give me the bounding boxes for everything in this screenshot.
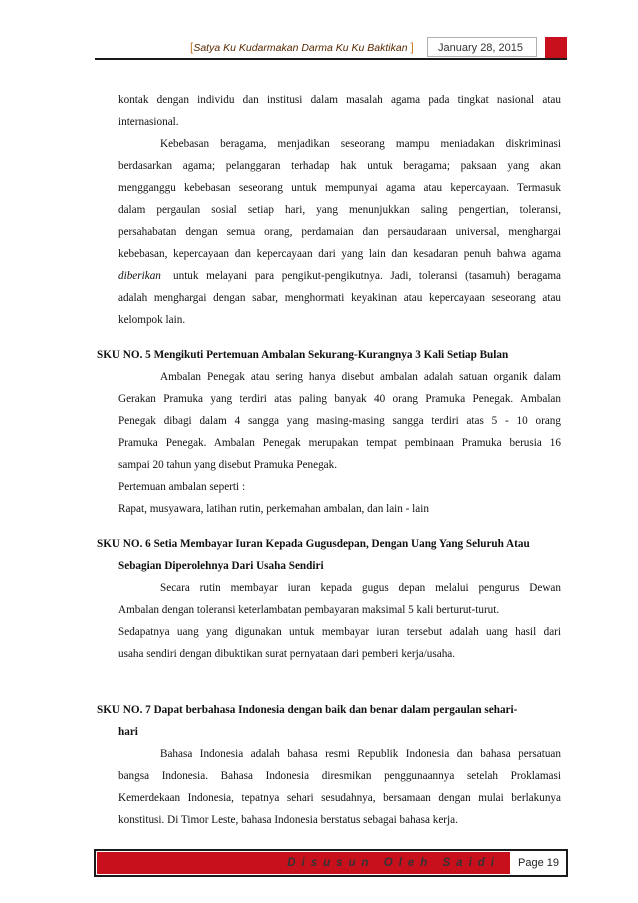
- text-line: Kebebasan beragama, menjadikan seseorang mampu meniadakan diskriminasi: [160, 138, 561, 150]
- section-heading-sku5: SKU NO. 5 Mengikuti Pertemuan Ambalan Sekurang-Kurangnya 3 Kali Setiap Bulan: [97, 349, 509, 361]
- page-number: Page 19: [518, 857, 559, 869]
- text-line: persahabatan dengan semua orang, perdamaian dan persaudaraan universal, menghargai: [118, 226, 561, 238]
- text-line: Gerakan Pramuka yang terdiri atas paling banyak 40 orang Pramuka Penegak. Ambalan: [118, 393, 561, 405]
- bracket-close: ]: [410, 40, 414, 54]
- text-line: Ambalan dengan toleransi keterlambatan pembayaran maksimal 5 kali berturut-turut.: [118, 604, 500, 616]
- text-line: internasional.: [118, 116, 179, 128]
- text-line: adalah menghargai dengan sabar, menghormati keyakinan atau kepercayaan seseorang atau: [118, 292, 561, 304]
- text-line: Kemerdekaan Indonesia, tepatnya sehari sesudahnya, bersamaan dengan mulai berlakunya: [118, 792, 561, 804]
- header-accent-bar: [545, 37, 567, 58]
- header-date: January 28, 2015: [427, 37, 537, 57]
- text-line: berdasarkan agama; pelanggaran terhadap hak untuk beragama; paksaan yang akan: [118, 160, 561, 172]
- section-heading-sku6: SKU NO. 6 Setia Membayar Iuran Kepada Gugusdepan, Dengan Uang Yang Seluruh Atau: [97, 538, 530, 550]
- text-line: kebebasan, kepercayaan dan kepercayaan dari yang lain dan kesadaran penuh bahwa agama: [118, 248, 561, 260]
- italic-word: diberikan: [118, 270, 161, 282]
- text-line: kelompok lain.: [118, 314, 186, 326]
- header-rule: [95, 58, 567, 60]
- text-line: Pertemuan ambalan seperti :: [118, 481, 246, 493]
- text-line: Bahasa Indonesia adalah bahasa resmi Republik Indonesia dan bahasa persatuan: [160, 748, 561, 760]
- text-line: Secara rutin membayar iuran kepada gugus depan melalui pengurus Dewan: [160, 582, 561, 594]
- footer-author: Disusun Oleh Saidi: [287, 857, 500, 869]
- section-heading-sku7: SKU NO. 7 Dapat berbahasa Indonesia dengan baik dan benar dalam pergaulan sehari-: [97, 704, 518, 716]
- bracket-open: [: [190, 40, 194, 54]
- text-line: Rapat, musyawara, latihan rutin, perkemahan ambalan, dan lain - lain: [118, 503, 429, 515]
- text-line: dalam pergaulan sosial setiap hari, yang menunjukkan saling pengertian, toleransi,: [118, 204, 561, 216]
- text-line: konstitusi. Di Timor Leste, bahasa Indonesia berstatus sebagai bahasa kerja.: [118, 814, 458, 826]
- text-line: Sedapatnya uang yang digunakan untuk membayar iuran tersebut adalah uang hasil dari: [118, 626, 561, 638]
- text-line: mengganggu kebebasan seseorang untuk mempunyai agama atau kepercayaan. Termasuk: [118, 182, 561, 194]
- text-line: kontak dengan individu dan institusi dalam masalah agama pada tingkat nasional atau: [118, 94, 561, 106]
- section-heading-sku6-cont: Sebagian Diperolehnya Dari Usaha Sendiri: [118, 560, 324, 572]
- header-title: [190, 40, 414, 54]
- header-title-text: Satya Ku Kudarmakan Darma Ku Ku Baktikan: [193, 42, 408, 54]
- text-line: Penegak dibagi dalam 4 sangga yang masing-masing sangga terdiri atas 5 - 10 orang: [118, 415, 561, 427]
- text-line: usaha sendiri dengan dibuktikan surat pernyataan dari pemberi kerja/usaha.: [118, 648, 456, 660]
- text-line: sampai 20 tahun yang disebut Pramuka Penegak.: [118, 459, 338, 471]
- text-line: Ambalan Penegak atau sering hanya disebut ambalan adalah satuan organik dalam: [160, 371, 561, 383]
- text-line: bangsa Indonesia. Bahasa Indonesia diresmikan penggunaannya setelah Proklamasi: [118, 770, 561, 782]
- section-heading-sku7-cont: hari: [118, 726, 138, 738]
- text-line: untuk melayani para pengikut-pengikutnya. Jadi, toleransi (tasamuh) beragama: [173, 270, 561, 282]
- text-line: Pramuka Penegak. Ambalan Penegak merupakan tempat pembinaan Pramuka berusia 16: [118, 437, 561, 449]
